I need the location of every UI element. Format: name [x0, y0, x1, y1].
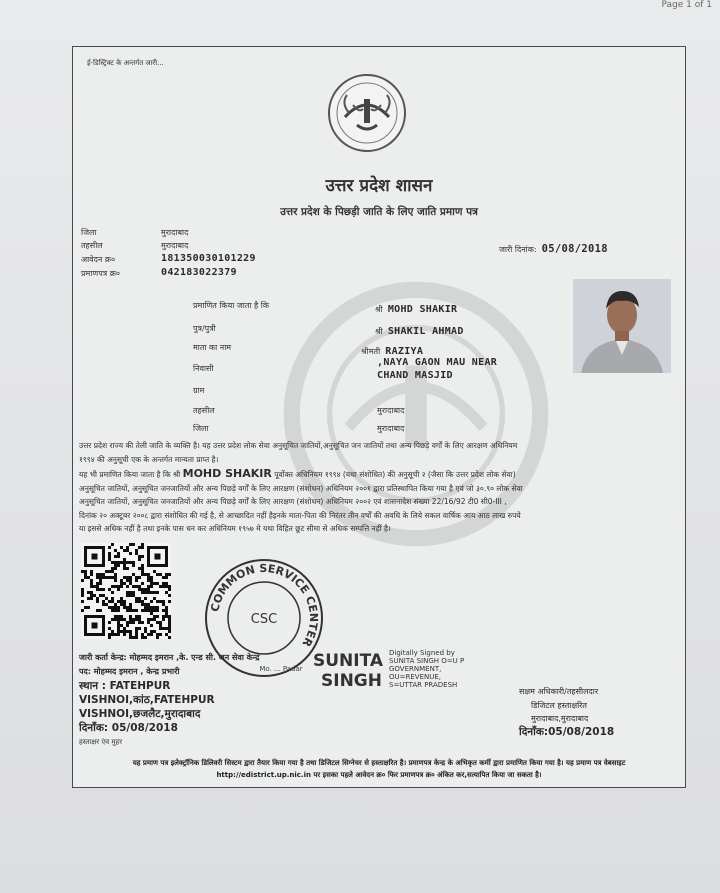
signer-last-name: SINGH [321, 671, 382, 691]
officer-date: दिनाँक:05/08/2018 [519, 725, 615, 738]
signature-details: Digitally Signed by SUNITA SINGH O=U P GOVERNMENT, OU=REVENUE, S=UTTAR PRADESH [389, 649, 465, 689]
mother-name: श्रीमती RAZIYA [361, 346, 424, 357]
footer-note-line1: यह प्रमाण पत्र इलेक्ट्रॉनिक डिलिवरी सिस्टम द्वारा तैयार किया गया है तथा डिजिटल सिग्नेचर से हस्ताक्षरित है। प्रमाणपत्र केन्द्र के अभिकृत कर्मी द्वारा प्रमाणित किया गया है। यह प्रमाण पत्र वेबसाइट [132, 759, 626, 767]
officer-location: मुरादाबाद,मुरादाबाद [531, 714, 589, 723]
field-district-value: मुरादाबाद [377, 424, 405, 433]
issuer-center: जारी कर्ता केन्द्र: मोहम्मद इमरान ,के. एन्ड सी. जन सेवा केन्द्र [79, 653, 260, 662]
stamp-sub-text: Mo. ... Padar [259, 665, 303, 673]
father-name: श्री SHAKIL AHMAD [375, 326, 464, 337]
father-label: पुत्र/पुत्री [193, 324, 216, 333]
issuer-signature-label: हस्ताक्षर एंव मुहर [79, 738, 123, 746]
certificate-number: 042183022379 [161, 267, 237, 278]
applicant-name: श्री MOHD SHAKIR [375, 304, 458, 315]
certificate-document [72, 46, 686, 788]
officer-designation: सक्षम अधिकारी/तहसीलदार [519, 687, 599, 696]
declaration-line1: यह भी प्रमाणित किया जाता है कि श्री MOHD SHAKIR पूर्वोक्त अधिनियम १९९४ (यथा संशोधित) की अनुसूची २ (जैसा कि उत्तर प्रदेश लोक सेवा) [79, 467, 516, 480]
declaration-name: MOHD SHAKIR [182, 467, 272, 480]
declaration-line5: या इससे अधिक नहीं है तथा इनके पास धन कर अधिनियम १९५७ मे यथा विहित छूट सीमा से अधिक सम्पत्ति नहीं है। [79, 524, 391, 533]
declaration-line2: अनुसूचित जातियों, अनुसूचित जनजातियों और अन्य पिछड़े वर्गों के लिए आरक्षण (संशोधन) अधिनियम २००१ द्वारा प्रतिस्थापित किया गया है एवं जो ३०.९० लोक सेवा [79, 483, 523, 493]
footer-note-line2: http://edistrict.up.nic.in पर इसका पहले आवेदन क्र० फिर प्रमाणपत्र क्र० अंकित कर,सत्यापित किया जा सकता है। [216, 771, 542, 779]
header-note: ई-डिस्ट्रिक्ट के अन्तर्गत जारी... [87, 59, 164, 67]
mother-label: माता का नाम [193, 343, 232, 352]
declaration-line4: दिनांक २० अक्टूबर २००८ द्वारा संशोधित की गई है, से आच्छादित नहीं हैइनके माता-पिता की निरंतर तीन वर्षों की अवधि के लिये सकल वार्षिक आय आठ लाख रुपये [79, 510, 521, 520]
issue-date [499, 237, 608, 256]
issuer-date: दिनाँक: 05/08/2018 [79, 722, 178, 734]
page-number: Page 1 of 1 [661, 0, 712, 10]
application-label: आवेदन क्र० [81, 255, 116, 264]
stamp-center-text: CSC [250, 612, 278, 627]
verification-qr-code [81, 543, 171, 639]
up-state-emblem [327, 73, 407, 153]
creamy-layer-declaration [79, 467, 679, 536]
issuer-post: पद: मोहम्मद इमरान , केन्द्र प्रभारी [79, 667, 180, 676]
resident-address-line1: ,NAYA GAON MAU NEAR [377, 357, 498, 368]
tehsil-value: मुरादाबाद [161, 241, 189, 250]
certified-label: प्रमाणित किया जाता है कि [193, 301, 270, 310]
caste-declaration-line2: १९९४ की अनुसूची एक के अन्तर्गत मान्यता प्राप्त है। [79, 454, 219, 464]
resident-label: निवासी [193, 364, 214, 373]
applicant-photo [573, 279, 671, 373]
caste-declaration [79, 439, 679, 466]
field-tehsil-label: तहसील [193, 406, 215, 415]
resident-address-line2: CHAND MASJID [377, 370, 453, 381]
signer-first-name: SUNITA [313, 651, 384, 671]
certificate-number-label: प्रमाणपत्र क्र० [81, 269, 120, 278]
district-value: मुरादाबाद [161, 228, 189, 237]
application-number: 181350030101229 [161, 253, 256, 264]
stamp-ring-text: COMMON SERVICE CENTER [208, 561, 321, 649]
village-label: ग्राम [193, 386, 205, 395]
certificate-title: उत्तर प्रदेश शासन [325, 176, 433, 196]
declaration-line3: अनुसूचित जातियों, अनुसूचित जनजातियों और अन्य पिछड़े वर्गों के लिए आरक्षण (संशोधन) अधिनियम २००२ एवं शासनादेश संख्या 22/16/92 टी0 सी0-III , [79, 497, 507, 506]
issue-date-value: 05/08/2018 [541, 243, 608, 255]
district-label: जिला [81, 228, 97, 237]
issuer-block [79, 651, 260, 749]
tehsil-label: तहसील [81, 241, 103, 250]
field-district-label: जिला [193, 424, 209, 433]
field-tehsil-value: मुरादाबाद [377, 406, 405, 415]
digital-signature [313, 651, 383, 691]
certificate-subtitle: उत्तर प्रदेश के पिछड़ी जाति के लिए जाति प्रमाण पत्र [280, 206, 478, 218]
officer-block [519, 685, 614, 739]
issuer-place: स्थान : FATEHPUR [79, 680, 171, 692]
issuer-address-line1: VISHNOI,कांठ,FATEHPUR [79, 694, 215, 706]
issuer-address-line2: VISHNOI,छजलैट,मुरादाबाद [79, 708, 201, 720]
officer-digital-signed: डिजिटल हस्ताक्षरित [531, 700, 587, 710]
caste-declaration-line1: उत्तर प्रदेश राज्य की तेली जाति के व्यक्ति है। यह उत्तर प्रदेश लोक सेवा अनुसूचित जातियों,अनुसूचित जन जातियों तथा अन्य पिछड़े वर्गों के लिए आरक्षण अधिनियम [79, 441, 518, 450]
issue-date-label: जारी दिनांक: [499, 245, 537, 254]
